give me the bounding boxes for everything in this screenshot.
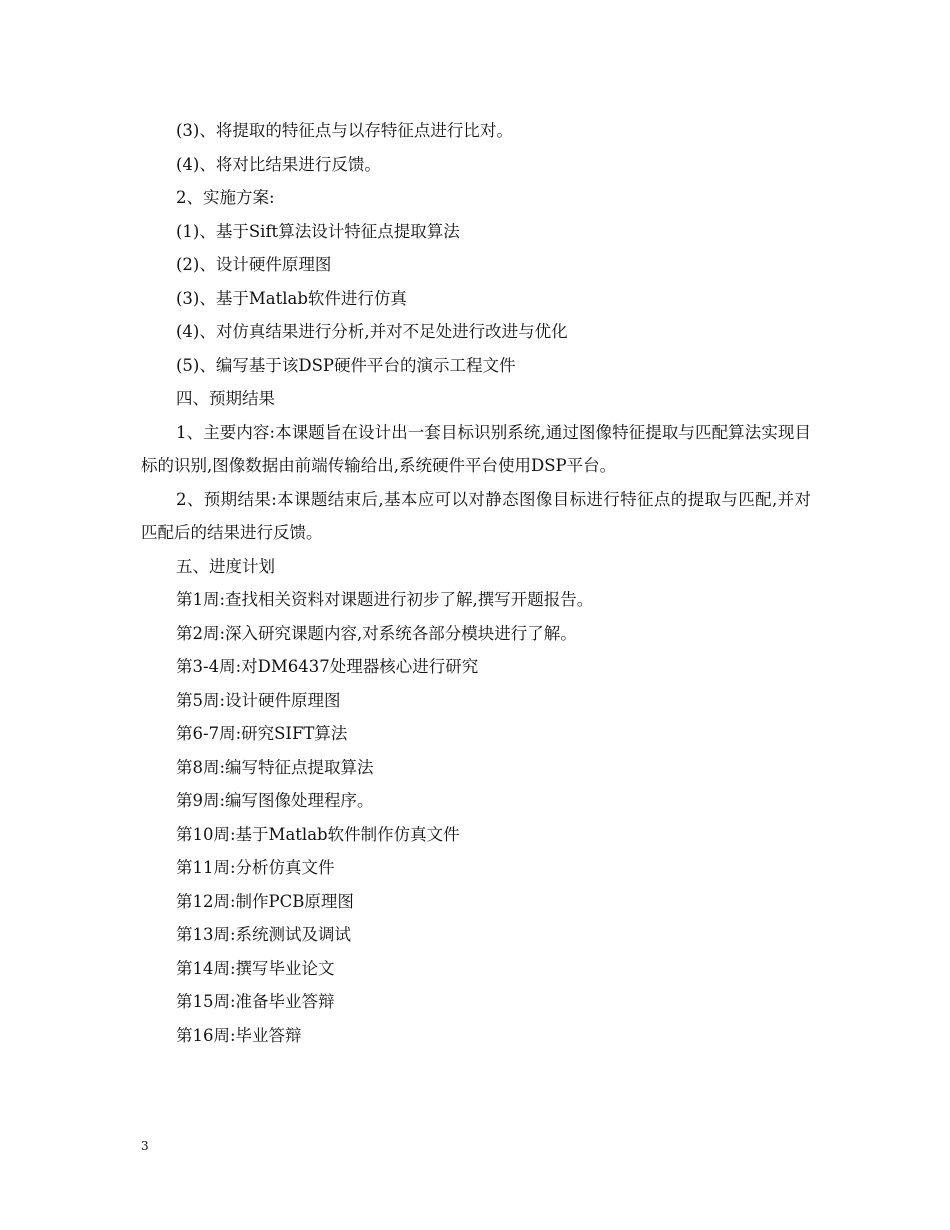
list-item: (2)、设计硬件原理图 xyxy=(176,255,332,274)
schedule-item: 第8周:编写特征点提取算法 xyxy=(176,757,374,777)
paragraph-expected-results: 2、预期结果:本课题结束后,基本应可以对静态图像目标进行特征点的提取与匹配,并对匹配后的结果进行反馈。 xyxy=(141,489,811,542)
schedule-item: 第16周:毕业答辩 xyxy=(176,1025,302,1045)
schedule-item: 第9周:编写图像处理程序。 xyxy=(176,791,374,810)
schedule-item: 第2周:深入研究课题内容,对系统各部分模块进行了解。 xyxy=(176,623,577,643)
section-subheading: 2、实施方案: xyxy=(176,188,275,207)
schedule-item: 第14周:撰写毕业论文 xyxy=(176,958,335,978)
schedule-item: 第1周:查找相关资料对课题进行初步了解,撰写开题报告。 xyxy=(176,590,594,609)
schedule-item: 第10周:基于Matlab软件制作仿真文件 xyxy=(176,824,460,844)
paragraph-main-content: 1、主要内容:本课题旨在设计出一套目标识别系统,通过图像特征提取与匹配算法实现目标的识别,图像数据由前端传输给出,系统硬件平台使用DSP平台。 xyxy=(141,422,811,475)
list-item: (4)、将对比结果进行反馈。 xyxy=(176,154,381,174)
section-heading: 五、进度计划 xyxy=(176,556,275,576)
schedule-item: 第5周:设计硬件原理图 xyxy=(176,690,341,710)
list-item: (3)、将提取的特征点与以存特征点进行比对。 xyxy=(176,121,513,140)
schedule-item: 第12周:制作PCB原理图 xyxy=(176,891,354,911)
schedule-item: 第11周:分析仿真文件 xyxy=(176,858,335,877)
section-heading: 四、预期结果 xyxy=(176,389,275,408)
schedule-item: 第13周:系统测试及调试 xyxy=(176,925,352,944)
list-item: (1)、基于Sift算法设计特征点提取算法 xyxy=(176,221,460,241)
schedule-item: 第6-7周:研究SIFT算法 xyxy=(176,724,348,743)
page-number: 3 xyxy=(141,1139,149,1153)
list-item: (4)、对仿真结果进行分析,并对不足处进行改进与优化 xyxy=(176,322,568,341)
schedule-item: 第15周:准备毕业答辩 xyxy=(176,992,335,1011)
list-item: (5)、编写基于该DSP硬件平台的演示工程文件 xyxy=(176,355,516,375)
list-item: (3)、基于Matlab软件进行仿真 xyxy=(176,288,407,308)
document-body xyxy=(141,114,811,1052)
schedule-item: 第3-4周:对DM6437处理器核心进行研究 xyxy=(176,657,479,676)
